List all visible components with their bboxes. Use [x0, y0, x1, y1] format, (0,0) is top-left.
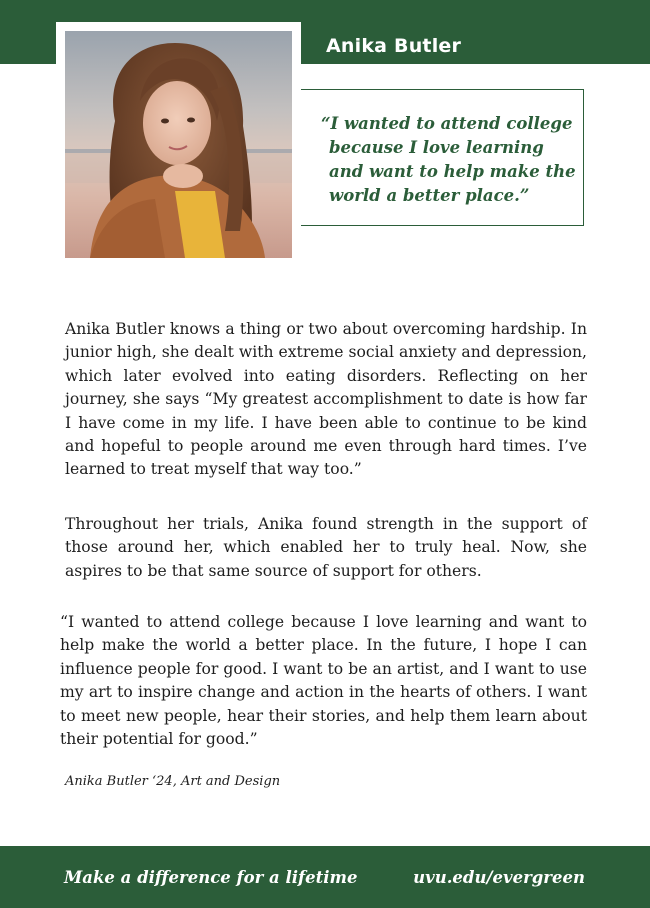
- pull-quote-box: [301, 89, 584, 226]
- body-paragraph-1: Anika Butler knows a thing or two about overcoming hardship. In junior high, she dealt with extreme social anxiety and depression, which later evolved into eating disorders. Reflecting on her journey, she says “My greatest accomplishment to date is how far I have come in my life. I have been able to continue to be kind and hopeful to people around me even through hard times. I’ve learned to treat myself that way too.”: [65, 320, 587, 479]
- body-paragraph-3: “I wanted to attend college because I love learning and want to help make the world a better place. In the future, I hope I can influence people for good. I want to be an artist, and I want to use my art to inspire change and action in the hearts of others. I want to meet new people, hear their stories, and help them learn about their potential for good.”: [60, 613, 587, 749]
- footer-url-link[interactable]: uvu.edu/evergreen: [413, 868, 585, 887]
- student-portrait: [65, 31, 292, 258]
- portrait-image: [65, 31, 292, 258]
- portrait-frame: [56, 22, 301, 267]
- footer-tagline: Make a difference for a lifetime: [64, 868, 358, 887]
- student-name: Anika Butler: [326, 35, 462, 57]
- quote-attribution: Anika Butler ‘24, Art and Design: [65, 774, 281, 789]
- body-paragraph-2: Throughout her trials, Anika found strength in the support of those around her, which enabled her to truly heal. Now, she aspires to be that same source of support for others.: [65, 515, 587, 580]
- pull-quote: “I wanted to attend college because I love learning and want to help make the world a better place.”: [321, 114, 576, 205]
- footer-band: [0, 846, 650, 908]
